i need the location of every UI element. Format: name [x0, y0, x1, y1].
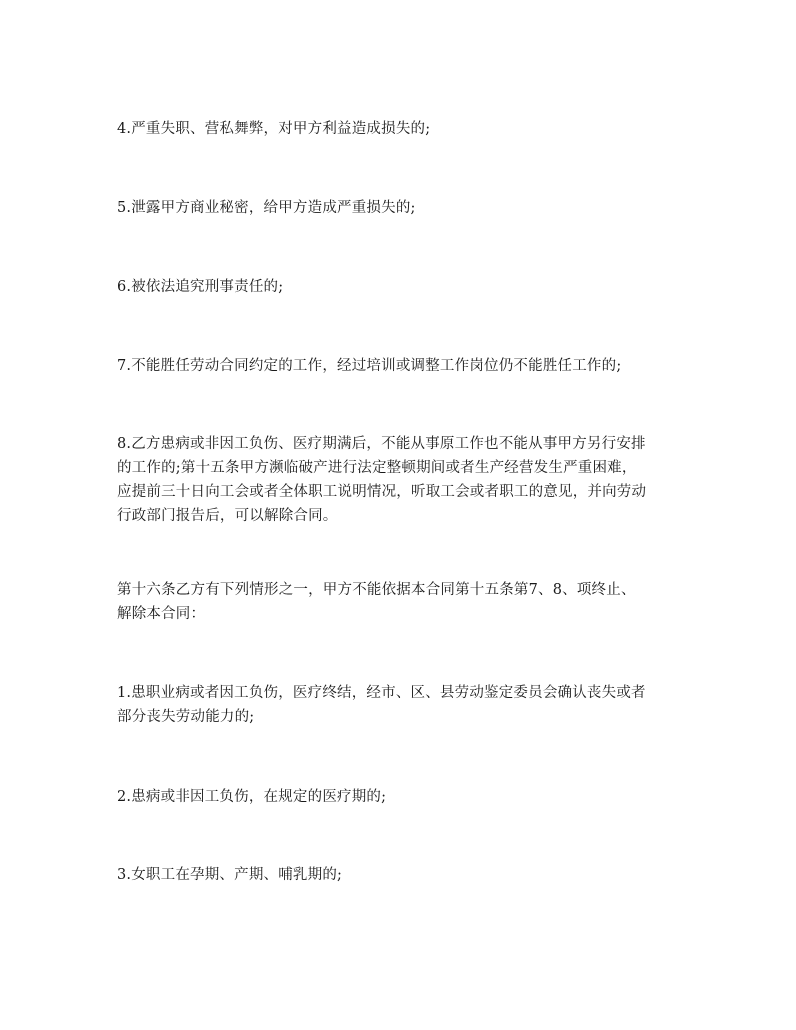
text-line: 1.患职业病或者因工负伤，医疗终结，经市、区、县劳动鉴定委员会确认丧失或者 — [117, 685, 646, 701]
clause-item-8 — [117, 432, 689, 528]
text-line: 的工作的;第十五条甲方濒临破产进行法定整顿期间或者生产经营发生严重困难， — [117, 460, 637, 476]
text-line: 应提前三十日向工会或者全体职工说明情况，听取工会或者职工的意见，并向劳动 — [117, 484, 647, 500]
clause-item-7 — [117, 354, 689, 378]
article-16-item-1 — [117, 681, 689, 729]
clause-item-4 — [117, 117, 689, 141]
article-16-item-2 — [117, 785, 689, 809]
text-line: 4.严重失职、营私舞弊，对甲方利益造成损失的; — [117, 121, 431, 137]
text-line: 部分丧失劳动能力的; — [117, 709, 255, 725]
text-line: 第十六条乙方有下列情形之一，甲方不能依据本合同第十五条第7、8、项终止、 — [117, 582, 636, 598]
text-line: 行政部门报告后，可以解除合同。 — [117, 508, 338, 524]
text-line: 3.女职工在孕期、产期、哺乳期的; — [117, 867, 343, 883]
text-line: 解除本合同： — [117, 606, 206, 622]
text-line: 6.被依法追究刑事责任的; — [117, 279, 284, 295]
article-16-item-3 — [117, 863, 689, 887]
text-line: 5.泄露甲方商业秘密，给甲方造成严重损失的; — [117, 200, 416, 216]
text-line: 2.患病或非因工负伤，在规定的医疗期的; — [117, 789, 387, 805]
text-line: 7.不能胜任劳动合同约定的工作，经过培训或调整工作岗位仍不能胜任工作的; — [117, 358, 622, 374]
text-line: 8.乙方患病或非因工负伤、医疗期满后，不能从事原工作也不能从事甲方另行安排 — [117, 436, 646, 452]
article-16 — [117, 578, 689, 626]
clause-item-6 — [117, 275, 689, 299]
clause-item-5 — [117, 196, 689, 220]
